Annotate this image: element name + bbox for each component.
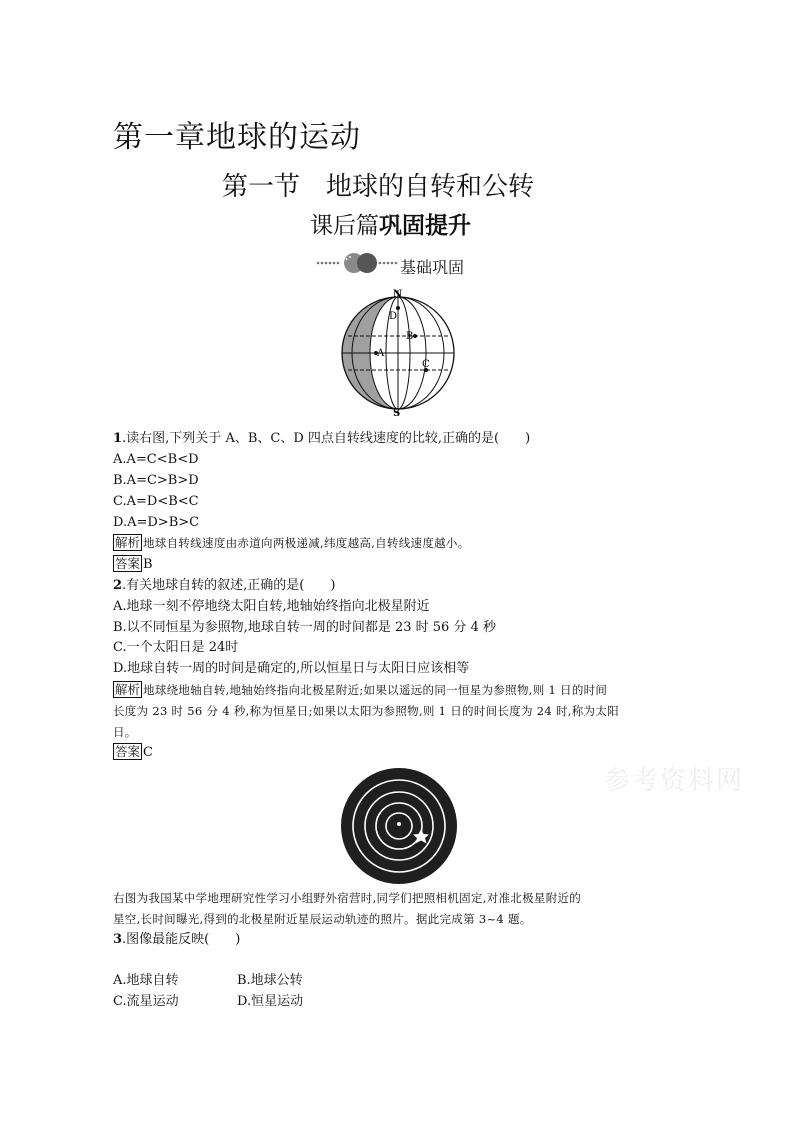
q1-analysis-text: 地球自转线速度由赤道向两极递减,纬度越高,自转线速度越小。 [143,536,470,550]
q3-number: 3 [113,932,123,947]
q2-analysis-line-3: 日。 [113,725,137,739]
q3-option-c: C.流星运动 [113,994,179,1009]
q1-answer-value: B [143,557,153,572]
q1-option-a: A.A=C<B<D [113,452,199,467]
label-a: A [377,348,385,359]
globe-diagram [336,288,460,416]
q2-analysis-line-1: 地球绕地轴自转,地轴始终指向北极星附近;如果以遥远的同一恒星为参照物,则 1 日的时间 [143,683,608,697]
q2-analysis-line-2: 长度为 23 时 56 分 4 秒,称为恒星日;如果以太阳为参照物,则 1 日的时间长度为 24 时,称为太阳 [113,704,619,718]
q3-option-d: D.恒星运动 [237,994,304,1009]
subtitle [310,207,471,240]
q1-stem [113,429,530,449]
label-n: N [393,289,403,300]
label-b: B [406,331,414,342]
q1-number: 1 [113,431,123,446]
q2-option-d: D.地球自转一周的时间是确定的,所以恒星日与太阳日应该相等 [113,661,470,676]
q2-stem-text: .有关地球自转的叙述,正确的是( ) [122,578,336,593]
q1-answer [113,554,153,575]
label-s: S [393,408,401,416]
star-trail-photo [340,767,458,885]
label-c: C [422,359,430,370]
subtitle-bold: 巩固提升 [379,213,471,239]
answer-tag: 答案 [115,556,141,571]
q2-option-b: B.以不同恒星为参照物,地球自转一周的时间都是 23 时 56 分 4 秒 [113,620,496,635]
passage-line-2: 星空,长时间曝光,得到的北极星附近星辰运动轨迹的照片。据此完成第 3~4 题。 [113,912,532,926]
chapter-title: 第一章地球的运动 [113,120,361,155]
answer-tag: 答案 [115,744,141,759]
q1-option-c: C.A=D<B<C [113,494,199,509]
q3-stem-text: .图像最能反映( ) [122,932,241,947]
q3-option-b: B.地球公转 [237,973,303,988]
label-d: D [389,311,398,322]
q1-analysis [113,533,470,554]
q3-stem [113,930,240,950]
subtitle-prefix: 课后篇 [310,213,379,239]
q2-option-c: C.一个太阳日是 24时 [113,640,239,655]
q2-option-a: A.地球一刻不停地绕太阳自转,地轴始终指向北极星附近 [113,599,430,614]
passage-line-1: 右图为我国某中学地理研究性学习小组野外宿营时,同学们把照相机固定,对准北极星附近的 [113,891,582,905]
q2-answer [113,742,153,763]
q1-option-b: B.A=C>B>D [113,473,199,488]
section-badge-icon [316,250,402,276]
q2-number: 2 [113,578,123,593]
q1-stem-text: .读右图,下列关于 A、B、C、D 四点自转线速度的比较,正确的是( ) [122,431,531,446]
section-title: 第一节 地球的自转和公转 [222,172,535,202]
q1-option-d: D.A=D>B>C [113,515,200,530]
analysis-tag: 解析 [115,535,141,550]
q3-option-a: A.地球自转 [113,973,179,988]
q2-stem [113,576,335,596]
analysis-tag: 解析 [115,682,141,697]
q2-answer-value: C [143,745,153,760]
watermark: 参考资料网 [604,766,745,796]
section-badge-label: 基础巩固 [400,258,465,277]
q2-analysis [113,680,607,701]
